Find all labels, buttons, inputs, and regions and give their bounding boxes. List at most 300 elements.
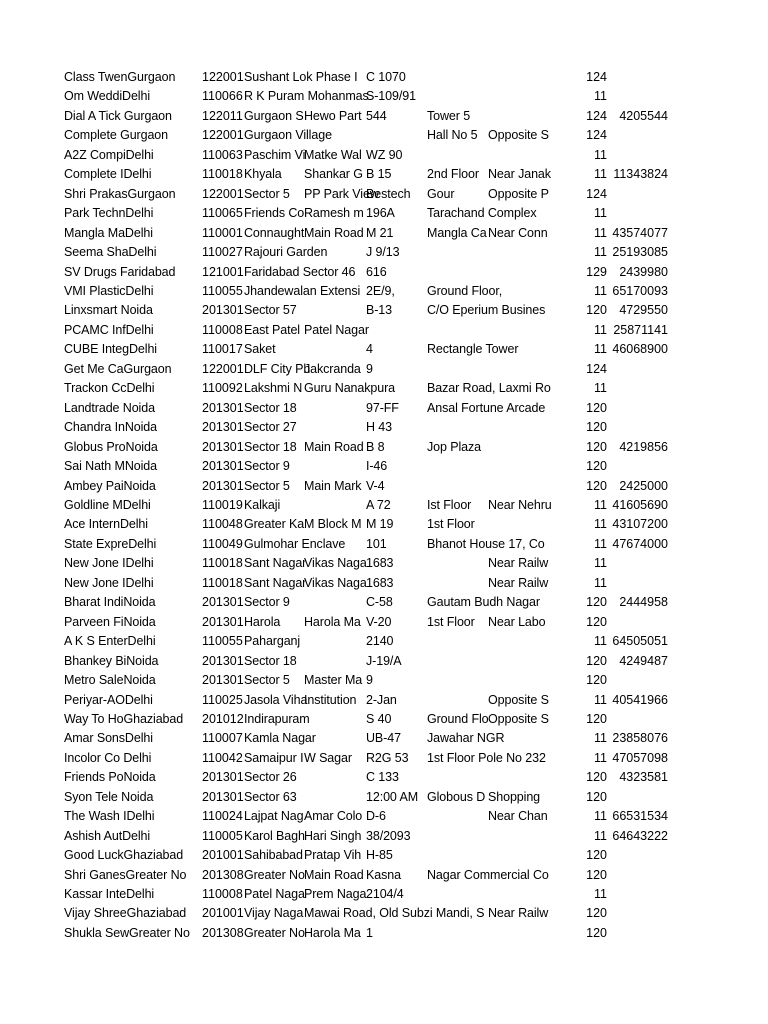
table-cell: 124 bbox=[586, 361, 607, 376]
table-cell: Patel Nagar bbox=[304, 322, 369, 337]
table-cell: 9 bbox=[366, 673, 373, 688]
table-cell: 66531534 bbox=[612, 809, 668, 824]
table-cell: Rectangle Tower bbox=[427, 342, 519, 357]
table-cell: 110005 bbox=[202, 828, 243, 843]
table-cell: New Jone IDelhi bbox=[64, 575, 154, 590]
table-row bbox=[0, 87, 768, 106]
table-cell: 110019 bbox=[202, 497, 243, 512]
table-cell: 110001 bbox=[202, 225, 243, 240]
table-cell: 120 bbox=[586, 770, 607, 785]
table-cell: B-13 bbox=[366, 303, 393, 318]
table-cell: 121001 bbox=[202, 264, 244, 279]
table-cell: 11 bbox=[594, 556, 607, 571]
table-cell: Near Railw bbox=[488, 575, 549, 590]
table-cell: Opposite S bbox=[488, 692, 549, 707]
table-cell: Hari Singh bbox=[304, 828, 362, 843]
table-cell: Kamla Nagar bbox=[244, 731, 316, 746]
table-cell: 11 bbox=[594, 89, 607, 104]
table-cell: 124 bbox=[586, 108, 607, 123]
table-cell: Kasna bbox=[366, 867, 401, 882]
table-cell: Near Railw bbox=[488, 556, 549, 571]
table-cell: 120 bbox=[586, 848, 607, 863]
table-cell: 1st Floor bbox=[427, 614, 475, 629]
table-cell: 110063 bbox=[202, 147, 243, 162]
table-cell: Dial A Tick Gurgaon bbox=[64, 108, 172, 123]
table-cell: Karol Bagh bbox=[244, 828, 305, 843]
table-cell: Friends PoNoida bbox=[64, 770, 156, 785]
table-cell: 110018 bbox=[202, 167, 243, 182]
table-cell: 41605690 bbox=[612, 497, 668, 512]
table-cell: 129 bbox=[586, 264, 607, 279]
table-cell: 120 bbox=[586, 711, 607, 726]
table-cell: 11 bbox=[594, 750, 607, 765]
table-cell: Samaipur I bbox=[244, 750, 304, 765]
table-cell: Shri GanesGreater No bbox=[64, 867, 187, 882]
table-cell: 11 bbox=[594, 147, 607, 162]
table-cell: Sector 5 bbox=[244, 186, 290, 201]
table-cell: Parveen FiNoida bbox=[64, 614, 156, 629]
table-cell: 46068900 bbox=[612, 342, 668, 357]
table-cell: 124 bbox=[586, 186, 607, 201]
table-cell: Near Railw bbox=[488, 906, 549, 921]
table-row bbox=[0, 827, 768, 846]
table-cell: East Patel bbox=[244, 322, 300, 337]
table-row bbox=[0, 379, 768, 398]
table-cell: Jhandewalan Extensi bbox=[244, 283, 361, 298]
table-cell: 2nd Floor bbox=[427, 167, 479, 182]
table-cell: Friends Co bbox=[244, 206, 305, 221]
table-row bbox=[0, 360, 768, 379]
table-cell: 11 bbox=[594, 828, 607, 843]
table-row bbox=[0, 749, 768, 768]
table-cell: M Block M bbox=[304, 517, 362, 532]
table-cell: 11 bbox=[594, 342, 607, 357]
table-cell: J 9/13 bbox=[366, 245, 400, 260]
table-cell: Sector 18 bbox=[244, 653, 297, 668]
table-cell: C 133 bbox=[366, 770, 399, 785]
table-row bbox=[0, 691, 768, 710]
table-cell: Sant Nagar bbox=[244, 556, 307, 571]
table-cell: 2444958 bbox=[619, 595, 668, 610]
table-row bbox=[0, 68, 768, 87]
table-cell: M 21 bbox=[366, 225, 394, 240]
table-cell: Sahibabad bbox=[244, 848, 303, 863]
table-cell: 4 bbox=[366, 342, 373, 357]
table-cell: 120 bbox=[586, 303, 607, 318]
table-row bbox=[0, 321, 768, 340]
table-cell: Jawahar NGR bbox=[427, 731, 505, 746]
table-cell: 120 bbox=[586, 478, 607, 493]
table-cell: Gurgaon Village bbox=[244, 128, 332, 143]
table-cell: Sector 5 bbox=[244, 673, 290, 688]
table-cell: Harola Ma bbox=[304, 614, 361, 629]
table-row bbox=[0, 204, 768, 223]
table-cell: SV Drugs bbox=[64, 264, 117, 279]
table-cell: 201301 bbox=[202, 420, 244, 435]
table-cell: Kalkaji bbox=[244, 497, 281, 512]
table-cell: Patel Naga bbox=[244, 887, 305, 902]
table-row bbox=[0, 107, 768, 126]
table-cell: Main Road bbox=[304, 439, 364, 454]
table-row bbox=[0, 885, 768, 904]
table-cell: Sant Nagar bbox=[244, 575, 307, 590]
table-cell: M 19 bbox=[366, 517, 394, 532]
table-cell: 201301 bbox=[202, 400, 244, 415]
table-cell: Tower 5 bbox=[427, 108, 471, 123]
table-cell: R K Puram Mohanmas bbox=[244, 89, 369, 104]
table-cell: Periyar-AODelhi bbox=[64, 692, 153, 707]
table-cell: 101 bbox=[366, 536, 387, 551]
table-cell: Shri PrakasGurgaon bbox=[64, 186, 176, 201]
table-cell: Complete IDelhi bbox=[64, 167, 152, 182]
table-cell: 201301 bbox=[202, 478, 244, 493]
table-cell: 2425000 bbox=[619, 478, 668, 493]
table-cell: Linxsmart Noida bbox=[64, 303, 153, 318]
table-cell: Sector 27 bbox=[244, 420, 297, 435]
table-cell: Greater No bbox=[244, 867, 305, 882]
table-cell: Rajouri Garden bbox=[244, 245, 328, 260]
table-cell: Saket bbox=[244, 342, 276, 357]
table-cell: Ambey PaiNoida bbox=[64, 478, 156, 493]
table-cell: 11 bbox=[594, 731, 607, 746]
table-cell: 2104/4 bbox=[366, 887, 404, 902]
table-cell: Ashish AutDelhi bbox=[64, 828, 151, 843]
table-cell: 12:00 AM bbox=[366, 789, 419, 804]
table-cell: Opposite S bbox=[488, 711, 549, 726]
table-cell: 120 bbox=[586, 789, 607, 804]
table-row bbox=[0, 788, 768, 807]
table-cell: Sector 9 bbox=[244, 459, 290, 474]
table-cell: 122001 bbox=[202, 361, 244, 376]
table-cell: Prem Naga bbox=[304, 887, 367, 902]
table-cell: Gautam Budh Nagar bbox=[427, 595, 540, 610]
table-cell: Way To HoGhaziabad bbox=[64, 711, 184, 726]
table-cell: 196A bbox=[366, 206, 395, 221]
table-cell: 120 bbox=[586, 867, 607, 882]
table-cell: 110025 bbox=[202, 692, 243, 707]
table-cell: 110048 bbox=[202, 517, 243, 532]
table-cell: 11 bbox=[594, 497, 607, 512]
table-cell: 43574077 bbox=[612, 225, 668, 240]
table-cell: Opposite P bbox=[488, 186, 549, 201]
table-cell: Nagar Commercial Co bbox=[427, 867, 549, 882]
table-cell: PCAMC InfDelhi bbox=[64, 322, 154, 337]
table-cell: D-6 bbox=[366, 809, 386, 824]
table-cell: 11 bbox=[594, 245, 607, 260]
table-cell: 120 bbox=[586, 439, 607, 454]
table-cell: Opposite S bbox=[488, 128, 549, 143]
table-cell: Faridabad Sector 46 bbox=[244, 264, 356, 279]
table-cell: A K S EnterDelhi bbox=[64, 634, 156, 649]
table-row bbox=[0, 243, 768, 262]
table-cell: Sector 18 bbox=[244, 400, 297, 415]
table-cell: The Wash IDelhi bbox=[64, 809, 155, 824]
table-cell: Master Ma bbox=[304, 673, 363, 688]
table-cell: 4219856 bbox=[619, 439, 668, 454]
table-cell: Ramesh m bbox=[304, 206, 364, 221]
table-cell: 64505051 bbox=[612, 634, 668, 649]
table-row bbox=[0, 185, 768, 204]
table-cell: Sector 5 bbox=[244, 478, 290, 493]
table-cell: Harola bbox=[244, 614, 281, 629]
table-cell: Kassar InteDelhi bbox=[64, 887, 155, 902]
table-cell: Near Chan bbox=[488, 809, 548, 824]
table-cell: 11 bbox=[594, 381, 607, 396]
table-cell: Tarachand Complex bbox=[427, 206, 537, 221]
table-cell: Near Labo bbox=[488, 614, 546, 629]
table-cell: Jop Plaza bbox=[427, 439, 481, 454]
table-cell: J-19/A bbox=[366, 653, 402, 668]
table-cell: 11 bbox=[594, 206, 607, 221]
table-cell: Gurgaon S bbox=[244, 108, 304, 123]
table-cell: Metro SaleNoida bbox=[64, 673, 156, 688]
table-row bbox=[0, 729, 768, 748]
table-cell: Gulmohar Enclave bbox=[244, 536, 346, 551]
table-cell: Vijay ShreeGhaziabad bbox=[64, 906, 187, 921]
table-cell: 110024 bbox=[202, 809, 243, 824]
table-cell: 47057098 bbox=[612, 750, 668, 765]
table-cell: 47674000 bbox=[612, 536, 668, 551]
table-cell: 201301 bbox=[202, 653, 244, 668]
table-cell: Trackon CcDelhi bbox=[64, 381, 155, 396]
table-row bbox=[0, 671, 768, 690]
table-cell: Good LuckGhaziabad bbox=[64, 848, 184, 863]
table-row bbox=[0, 301, 768, 320]
table-cell: Park TechnDelhi bbox=[64, 206, 154, 221]
table-cell: Ground Floor, bbox=[427, 283, 503, 298]
table-cell: 201301 bbox=[202, 439, 244, 454]
table-cell: Bazar Road, Laxmi Ro bbox=[427, 381, 551, 396]
table-cell: Incolor Co Delhi bbox=[64, 750, 152, 765]
table-cell: VMI PlasticDelhi bbox=[64, 283, 154, 298]
table-cell: 201301 bbox=[202, 595, 244, 610]
table-cell: 11 bbox=[594, 322, 607, 337]
table-cell: 65170093 bbox=[612, 283, 668, 298]
table-cell: UB-47 bbox=[366, 731, 401, 746]
table-cell: 616 bbox=[366, 264, 387, 279]
table-cell: 110027 bbox=[202, 245, 243, 260]
table-cell: Sector 9 bbox=[244, 595, 290, 610]
table-cell: S-109/91 bbox=[366, 89, 416, 104]
table-row bbox=[0, 165, 768, 184]
table-cell: Greater Ka bbox=[244, 517, 305, 532]
table-cell: Hewo Part bbox=[304, 108, 362, 123]
table-cell: 201012 bbox=[202, 711, 244, 726]
table-row bbox=[0, 807, 768, 826]
table-cell: Sector 63 bbox=[244, 789, 297, 804]
table-cell: Complete Gurgaon bbox=[64, 128, 169, 143]
table-cell: 120 bbox=[586, 400, 607, 415]
table-row bbox=[0, 418, 768, 437]
table-cell: V-20 bbox=[366, 614, 392, 629]
table-cell: Jakcranda bbox=[304, 361, 361, 376]
table-cell: Mangla MaDelhi bbox=[64, 225, 153, 240]
table-cell: 11343824 bbox=[613, 167, 668, 182]
table-cell: Main Road bbox=[304, 225, 364, 240]
table-cell: Ace InternDelhi bbox=[64, 517, 148, 532]
table-cell: 201001 bbox=[202, 906, 244, 921]
table-cell: Lajpat Nag bbox=[244, 809, 304, 824]
table-cell: 11 bbox=[594, 809, 607, 824]
table-cell: Lakshmi N bbox=[244, 381, 303, 396]
table-cell: Bhanot House 17, Co bbox=[427, 536, 545, 551]
table-cell: 201301 bbox=[202, 770, 244, 785]
table-cell: Class TwenGurgaon bbox=[64, 70, 176, 84]
table-cell: Sai Nath MNoida bbox=[64, 459, 157, 474]
table-cell: 2140 bbox=[366, 634, 394, 649]
table-cell: Shukla SewGreater No bbox=[64, 925, 190, 940]
table-cell: C 1070 bbox=[366, 70, 406, 84]
table-cell: C/O Eperium Busines bbox=[427, 303, 546, 318]
table-cell: 110065 bbox=[202, 206, 243, 221]
table-cell: Goldline MDelhi bbox=[64, 497, 151, 512]
table-row bbox=[0, 535, 768, 554]
spreadsheet bbox=[0, 68, 768, 943]
table-cell: CUBE IntegDelhi bbox=[64, 342, 157, 357]
table-cell: Syon Tele Noida bbox=[64, 789, 154, 804]
table-cell: 11 bbox=[594, 167, 607, 182]
table-cell: 25193085 bbox=[612, 245, 668, 260]
table-cell: Khyala bbox=[244, 167, 282, 182]
table-cell: Bhankey BiNoida bbox=[64, 653, 159, 668]
table-cell: Paschim Vi bbox=[244, 147, 306, 162]
table-row bbox=[0, 652, 768, 671]
table-cell: 120 bbox=[586, 614, 607, 629]
table-cell: Connaught bbox=[244, 225, 305, 240]
table-cell: Vikas Naga bbox=[304, 575, 367, 590]
table-cell: 64643222 bbox=[612, 828, 668, 843]
table-cell: 201301 bbox=[202, 673, 244, 688]
table-row bbox=[0, 515, 768, 534]
table-cell: 11 bbox=[594, 536, 607, 551]
table-cell: A2Z CompiDelhi bbox=[64, 147, 154, 162]
table-row bbox=[0, 282, 768, 301]
table-row bbox=[0, 846, 768, 865]
table-cell: Ist Floor bbox=[427, 497, 472, 512]
table-cell: Globus ProNoida bbox=[64, 439, 158, 454]
table-cell: 110042 bbox=[202, 750, 243, 765]
table-row bbox=[0, 263, 768, 282]
table-cell: 201301 bbox=[202, 789, 244, 804]
table-cell: Near Janak bbox=[488, 167, 551, 182]
table-row bbox=[0, 904, 768, 923]
table-cell: Vijay Naga bbox=[244, 906, 304, 921]
table-cell: Ansal Fortune Arcade bbox=[427, 400, 546, 415]
table-cell: B 15 bbox=[366, 167, 392, 182]
table-row bbox=[0, 438, 768, 457]
table-cell: Gour bbox=[427, 186, 455, 201]
table-cell: 110049 bbox=[202, 536, 243, 551]
table-row bbox=[0, 613, 768, 632]
table-cell: B 8 bbox=[366, 439, 385, 454]
table-cell: Harola Ma bbox=[304, 925, 361, 940]
table-cell: R2G 53 bbox=[366, 750, 409, 765]
table-cell: Vikas Naga bbox=[304, 556, 367, 571]
table-cell: Near Conn bbox=[488, 225, 548, 240]
table-cell: 110018 bbox=[202, 556, 243, 571]
table-cell: 110055 bbox=[202, 634, 243, 649]
table-cell: 25871141 bbox=[613, 322, 668, 337]
table-cell: Bestech bbox=[366, 186, 411, 201]
table-cell: Main Mark bbox=[304, 478, 362, 493]
table-row bbox=[0, 924, 768, 943]
table-cell: Amar Colo bbox=[304, 809, 363, 824]
table-cell: Greater No bbox=[244, 925, 305, 940]
table-cell: Mangla Ca bbox=[427, 225, 487, 240]
table-cell: Landtrade Noida bbox=[64, 400, 155, 415]
table-cell: Sector 26 bbox=[244, 770, 297, 785]
table-cell: 110007 bbox=[202, 731, 243, 746]
table-cell: 11 bbox=[594, 692, 607, 707]
table-cell: 110066 bbox=[202, 89, 243, 104]
table-cell: I-46 bbox=[366, 459, 388, 474]
table-cell: Get Me CaGurgaon bbox=[64, 361, 172, 376]
table-cell: 110017 bbox=[202, 342, 243, 357]
table-cell: 122001 bbox=[202, 70, 244, 84]
table-cell: Hall No 5 bbox=[427, 128, 478, 143]
table-row bbox=[0, 593, 768, 612]
table-cell: A 72 bbox=[366, 497, 391, 512]
table-cell: Pratap Vih bbox=[304, 848, 362, 863]
table-cell: Jasola Viha bbox=[244, 692, 308, 707]
table-cell: H-85 bbox=[366, 848, 393, 863]
table-cell: 110008 bbox=[202, 887, 243, 902]
table-cell: V-4 bbox=[366, 478, 385, 493]
table-cell: 11 bbox=[594, 225, 607, 240]
table-cell: Sector 18 bbox=[244, 439, 297, 454]
table-cell: Ground Flo bbox=[427, 711, 489, 726]
table-cell: 124 bbox=[586, 70, 607, 84]
table-cell: 1683 bbox=[366, 556, 394, 571]
table-cell: 201308 bbox=[202, 925, 244, 940]
table-cell: 4729550 bbox=[619, 303, 668, 318]
table-row bbox=[0, 496, 768, 515]
table-cell: 120 bbox=[586, 906, 607, 921]
table-cell: 120 bbox=[586, 653, 607, 668]
table-row bbox=[0, 146, 768, 165]
table-cell: Near Nehru bbox=[488, 497, 552, 512]
table-cell: 201001 bbox=[202, 848, 244, 863]
table-cell: 120 bbox=[586, 420, 607, 435]
table-cell: 201301 bbox=[202, 459, 244, 474]
table-cell: PP Park View bbox=[304, 186, 379, 201]
table-cell: 38/2093 bbox=[366, 828, 411, 843]
table-row bbox=[0, 632, 768, 651]
table-cell: 11 bbox=[594, 575, 607, 590]
table-cell: 11 bbox=[594, 517, 607, 532]
table-cell: 4323581 bbox=[619, 770, 668, 785]
table-cell: Chandra InNoida bbox=[64, 420, 158, 435]
table-cell: 23858076 bbox=[612, 731, 668, 746]
table-cell: H 43 bbox=[366, 420, 393, 435]
table-cell: W Sagar bbox=[304, 750, 352, 765]
table-cell: Sushant Lok Phase I bbox=[244, 70, 358, 84]
table-row bbox=[0, 866, 768, 885]
table-cell: C-58 bbox=[366, 595, 393, 610]
table-cell: WZ 90 bbox=[366, 147, 403, 162]
table-row bbox=[0, 477, 768, 496]
table-cell: Om WeddiDelhi bbox=[64, 89, 150, 104]
table-cell: 544 bbox=[366, 108, 387, 123]
table-cell: State ExpreDelhi bbox=[64, 536, 157, 551]
table-cell: Indirapuram bbox=[244, 711, 310, 726]
table-cell: 1 bbox=[366, 925, 373, 940]
table-cell: 40541966 bbox=[612, 692, 668, 707]
table-cell: Matke Wal bbox=[304, 147, 362, 162]
table-cell: 11 bbox=[594, 283, 607, 298]
table-cell: 110092 bbox=[202, 381, 243, 396]
table-cell: Globous D bbox=[427, 789, 486, 804]
